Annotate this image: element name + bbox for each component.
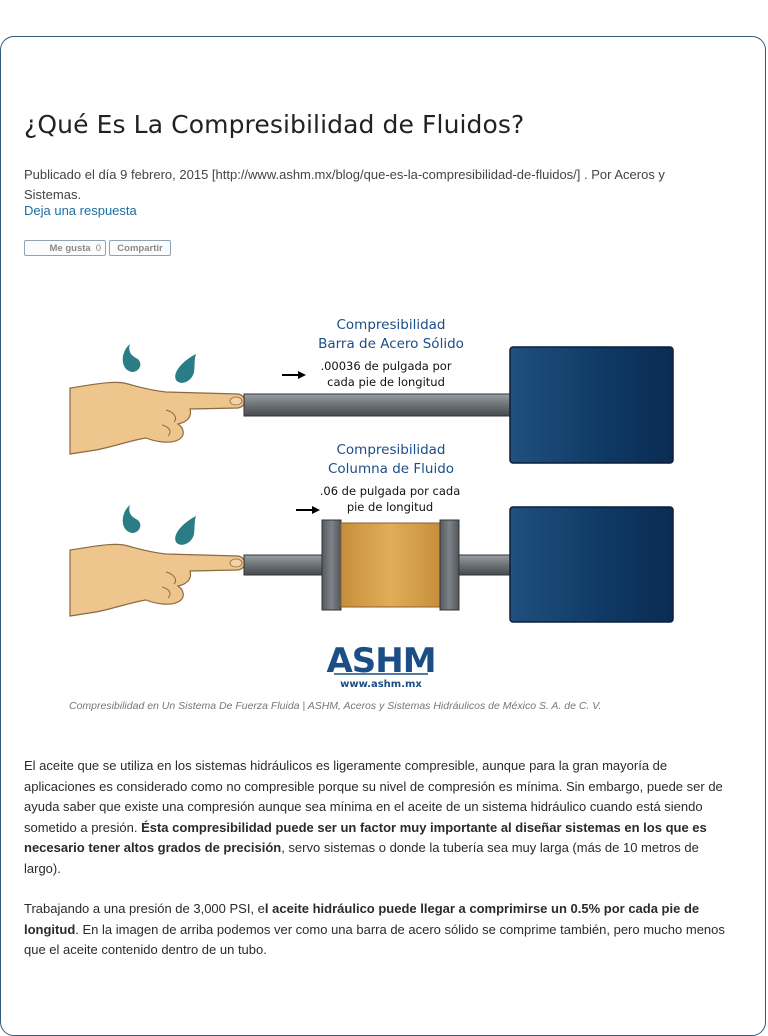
reply-link[interactable]: Deja una respuesta [24,203,137,218]
piston-cap-right [440,520,459,610]
paragraph-1-text-end: , servo sistemas o donde la tubería sea muy larga (más de 10 metros de largo). [24,840,699,876]
share-button[interactable] [109,240,171,256]
paragraph-2-text-end: . En la imagen de arriba podemos ver como una barra de acero sólido se comprime también, pero mucho menos que el aceite contenido dentro de un tubo. [24,921,725,957]
sweat-drop-icon [123,505,141,533]
post-meta: Publicado el día 9 febrero, 2015 [http://www.ashm.mx/blog/que-es-la-compresibilidad-de-fluidos/] . Por Aceros y Sistemas. [24,167,665,202]
paragraph-1 [24,756,736,879]
bottom-desc-line2: pie de longitud [346,500,434,514]
paragraph-1-bold: Ésta compresibilidad puede ser un factor muy importante al diseñar sistemas en los que es necesario tener altos grados de precisión [24,819,707,855]
article-body [24,756,736,981]
sweat-drop-icon [123,344,141,372]
top-desc-line1: .00036 de pulgada por [320,359,452,373]
compressibility-figure [66,300,706,690]
cylinder-block-top [510,347,673,463]
pointing-hand-top-icon [70,382,245,454]
cylinder-block-bottom [510,507,673,622]
top-title-line1: Compresibilidad [336,317,446,333]
paragraph-1-text: El aceite que se utiliza en los sistemas hidráulicos es ligeramente compresible, aunque para la gran mayoría de aplicaciones es considerado como no compresible porque su nivel de compresión es mínima. Sin embargo, puede ser de ayuda saber que existe una compresión aunque sea mínima en el aceite de un sistema hidráulico cuando está siendo sometido a presión. [24,758,723,835]
top-desc-line2: cada pie de longitud [327,375,445,389]
rod-left-bottom [244,555,324,575]
page-title: ¿Qué Es La Compresibilidad de Fluidos? [24,110,525,139]
share-label: Compartir [117,242,163,254]
figure-caption: Compresibilidad en Un Sistema De Fuerza Fluida | ASHM, Aceros y Sistemas Hidráulicos de México S. A. de C. V. [69,700,602,712]
bottom-title-line1: Compresibilidad [336,442,446,458]
sweat-drop-icon [175,354,196,383]
arrow-right-icon [282,371,306,379]
like-button[interactable] [24,240,106,256]
ashm-logo-url: www.ashm.mx [340,679,422,690]
sweat-drop-icon [175,516,196,545]
figure-illustration [66,300,706,690]
piston-cap-left [322,520,341,610]
like-count: 0 [95,242,101,254]
bottom-title-line2: Columna de Fluido [327,461,455,477]
bottom-desc-line1: .06 de pulgada por cada [319,484,461,498]
social-buttons [24,240,171,256]
ashm-logo: ASHM [326,641,436,681]
paragraph-2 [24,899,736,961]
paragraph-2-bold: l aceite hidráulico puede llegar a comprimirse un 0.5% por cada pie de longitud [24,901,700,937]
fluid-column [341,523,440,607]
paragraph-2-text: Trabajando a una presión de 3,000 PSI, e [24,901,265,916]
pointing-hand-bottom-icon [70,544,245,616]
rod-right-bottom [459,555,512,575]
like-label: Me gusta [49,242,91,254]
arrow-right-icon [296,506,320,514]
steel-rod-top [244,394,512,416]
top-title-line2: Barra de Acero Sólido [318,336,464,352]
